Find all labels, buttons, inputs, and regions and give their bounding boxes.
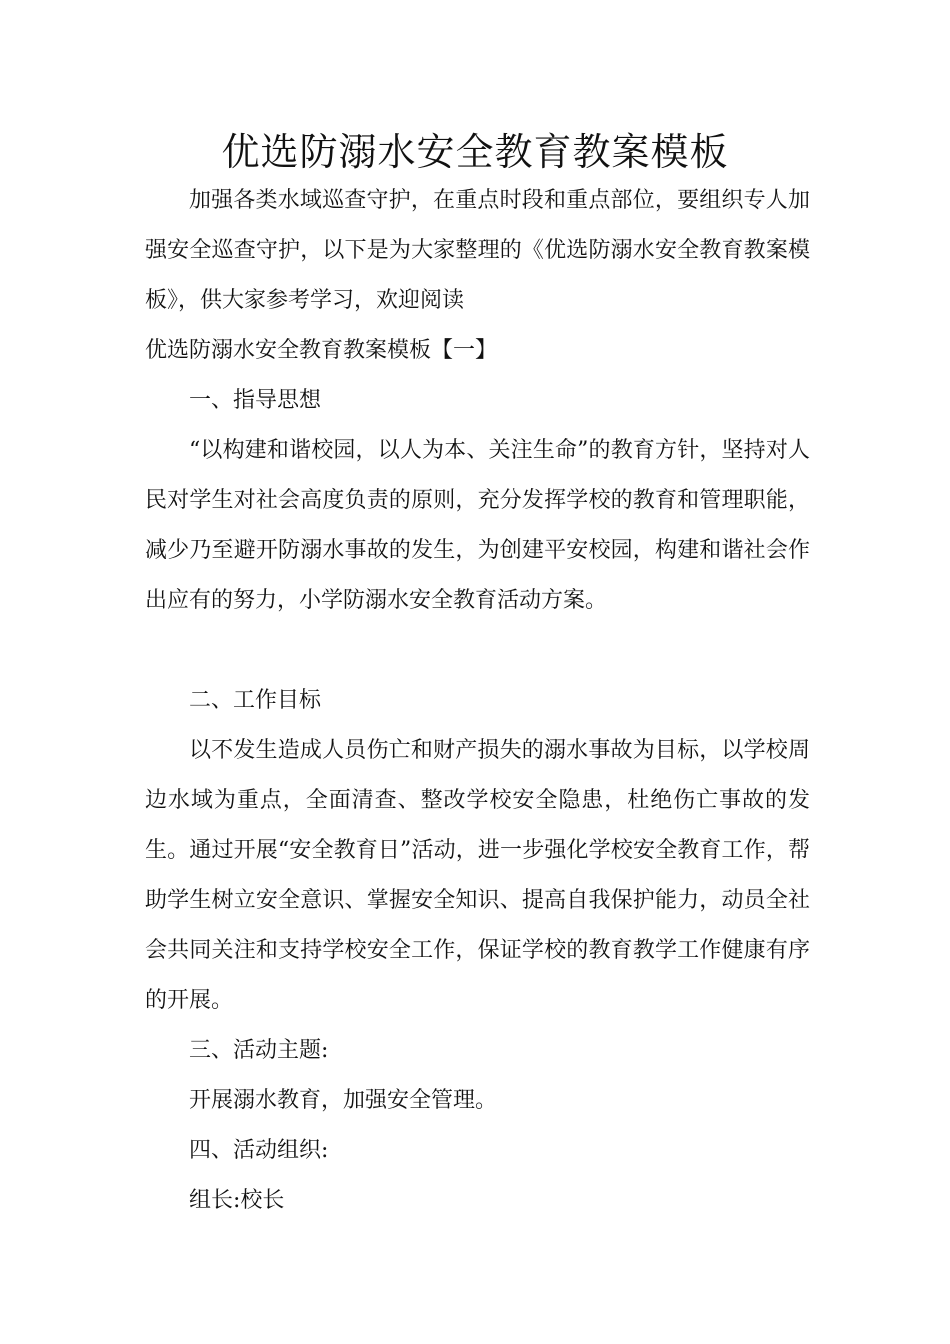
heading-activity-organization: 四、活动组织: [189, 1138, 329, 1163]
heading-guiding-ideology: 一、指导思想 [189, 388, 322, 413]
heading-activity-theme: 三、活动主题: [189, 1038, 329, 1063]
heading-work-goals: 二、工作目标 [189, 688, 322, 713]
guiding-ideology-paragraph: “以构建和谐校园，以人为本、关注生命”的教育方针，坚持对人民对学生对社会高度负责的原则，充分发挥学校的教育和管理职能，减少乃至避开防溺水事故的发生，为创建平安校园，构建和谐社会作出应有的努力，小学防溺水安全教育活动方案。 [145, 438, 810, 613]
document-title: 优选防溺水安全教育教案模板 [221, 130, 729, 174]
paragraph-spacer [145, 626, 810, 676]
work-goals-paragraph: 以不发生造成人员伤亡和财产损失的溺水事故为目标，以学校周边水域为重点，全面清查、整改学校安全隐患，杜绝伤亡事故的发生。通过开展“安全教育日”活动，进一步强化学校安全教育工作，帮助学生树立安全意识、掌握安全知识、提高自我保护能力，动员全社会共同关注和支持学校安全工作，保证学校的教育教学工作健康有序的开展。 [145, 738, 810, 1013]
activity-theme-paragraph: 开展溺水教育，加强安全管理。 [189, 1088, 498, 1113]
document-body [145, 176, 810, 1226]
activity-organization-paragraph: 组长:校长 [189, 1188, 285, 1213]
section-title: 优选防溺水安全教育教案模板【一】 [145, 338, 498, 363]
intro-paragraph: 加强各类水域巡查守护，在重点时段和重点部位，要组织专人加强安全巡查守护，以下是为大家整理的《优选防溺水安全教育教案模板》，供大家参考学习，欢迎阅读 [145, 188, 810, 313]
